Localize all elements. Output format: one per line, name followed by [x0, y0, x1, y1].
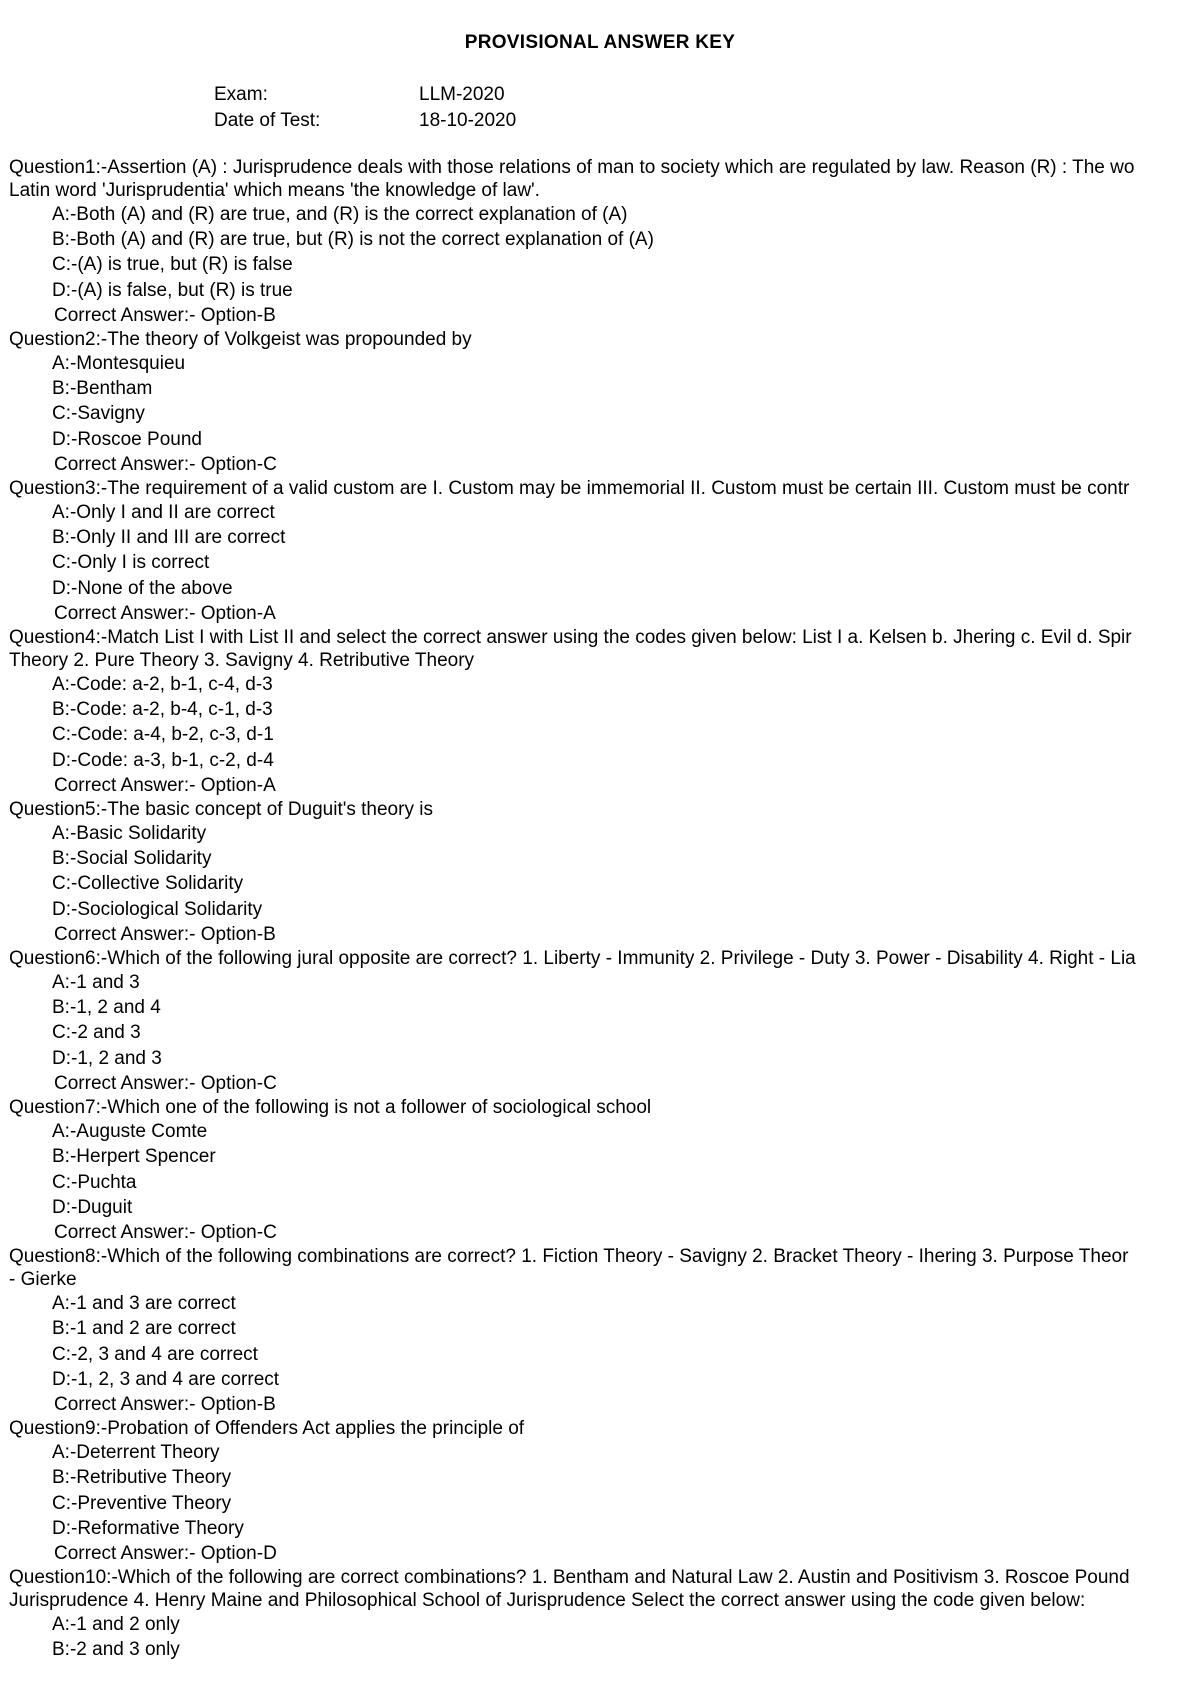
answer-option: B:-Only II and III are correct: [52, 527, 286, 549]
answer-option: C:-Preventive Theory: [52, 1492, 232, 1514]
question-block: [9, 1417, 1200, 1566]
answer-option: C:-(A) is true, but (R) is false: [52, 254, 293, 276]
question-text: Question8:-Which of the following combinations are correct? 1. Fiction Theory - Savigny 2. Bracket Theory - Ihering 3. Purpose Theor: [9, 1246, 1129, 1268]
answer-option: D:-(A) is false, but (R) is true: [52, 279, 293, 301]
answer-option: C:-Only I is correct: [52, 552, 210, 574]
question-block: [9, 798, 1200, 947]
question-text: Question5:-The basic concept of Duguit's theory is: [9, 799, 433, 821]
correct-answer: Correct Answer:- Option-A: [54, 602, 276, 624]
questions-list: [9, 156, 1200, 1663]
answer-option: A:-Only I and II are correct: [52, 502, 275, 524]
question-block: [9, 1245, 1200, 1417]
question-text: Jurisprudence 4. Henry Maine and Philosophical School of Jurisprudence Select the correct answer using the code given below:: [9, 1590, 1086, 1612]
question-block: [9, 626, 1200, 798]
answer-option: B:-Both (A) and (R) are true, but (R) is not the correct explanation of (A): [52, 229, 654, 251]
answer-option: D:-Duguit: [52, 1196, 133, 1218]
exam-label: Exam:: [214, 84, 268, 105]
answer-option: A:-Both (A) and (R) are true, and (R) is the correct explanation of (A): [52, 204, 628, 225]
answer-option: B:-Herpert Spencer: [52, 1146, 216, 1168]
question-text: Latin word 'Jurisprudentia' which means 'the knowledge of law'.: [9, 180, 540, 201]
answer-option: C:-2, 3 and 4 are correct: [52, 1343, 258, 1365]
answer-option: A:-1 and 2 only: [52, 1614, 180, 1636]
exam-row: [214, 82, 516, 108]
answer-option: A:-Montesquieu: [52, 353, 186, 375]
exam-value: LLM-2020: [419, 84, 505, 105]
answer-option: B:-1, 2 and 4: [52, 997, 161, 1019]
page-title: PROVISIONAL ANSWER KEY: [464, 32, 736, 53]
answer-option: D:-1, 2, 3 and 4 are correct: [52, 1368, 280, 1390]
answer-option: C:-Savigny: [52, 403, 145, 425]
question-block: [9, 156, 1200, 328]
answer-option: D:-Reformative Theory: [52, 1517, 244, 1539]
correct-answer: Correct Answer:- Option-B: [54, 304, 276, 326]
question-text: Question2:-The theory of Volkgeist was propounded by: [9, 329, 472, 351]
answer-option: A:-Deterrent Theory: [52, 1442, 220, 1464]
answer-option: B:-2 and 3 only: [52, 1639, 180, 1661]
exam-info: [214, 82, 516, 134]
answer-option: C:-Collective Solidarity: [52, 873, 244, 895]
correct-answer: Correct Answer:- Option-D: [54, 1542, 277, 1564]
answer-option: B:-Code: a-2, b-4, c-1, d-3: [52, 699, 273, 721]
question-block: [9, 328, 1200, 477]
question-block: [9, 1096, 1200, 1245]
question-text: Theory 2. Pure Theory 3. Savigny 4. Retributive Theory: [9, 650, 475, 672]
answer-option: D:-1, 2 and 3: [52, 1047, 162, 1069]
answer-option: D:-Sociological Solidarity: [52, 898, 263, 920]
question-text: Question9:-Probation of Offenders Act applies the principle of: [9, 1418, 525, 1440]
answer-option: B:-Social Solidarity: [52, 848, 212, 870]
answer-option: A:-Basic Solidarity: [52, 823, 207, 845]
answer-option: D:-Roscoe Pound: [52, 428, 202, 450]
answer-option: B:-Retributive Theory: [52, 1467, 232, 1489]
date-label: Date of Test:: [214, 110, 321, 131]
correct-answer: Correct Answer:- Option-C: [54, 1072, 277, 1094]
answer-option: D:-Code: a-3, b-1, c-2, d-4: [52, 749, 274, 771]
answer-option: B:-1 and 2 are correct: [52, 1318, 236, 1340]
answer-option: A:-Code: a-2, b-1, c-4, d-3: [52, 674, 273, 696]
correct-answer: Correct Answer:- Option-B: [54, 1393, 276, 1415]
question-block: [9, 947, 1200, 1096]
question-text: Question6:-Which of the following jural opposite are correct? 1. Liberty - Immunity 2. Privilege - Duty 3. Power - Disability 4. Right - Lia: [9, 948, 1136, 970]
answer-option: C:-2 and 3: [52, 1022, 141, 1044]
question-text: Question1:-Assertion (A) : Jurisprudence deals with those relations of man to society which are regulated by law. Reason (R) : The wo: [9, 157, 1135, 178]
question-block: [9, 477, 1200, 626]
correct-answer: Correct Answer:- Option-C: [54, 453, 277, 475]
answer-option: B:-Bentham: [52, 378, 153, 400]
question-text: Question10:-Which of the following are correct combinations? 1. Bentham and Natural Law 2. Austin and Positivism 3. Roscoe Pound: [9, 1567, 1130, 1589]
question-text: Question7:-Which one of the following is not a follower of sociological school: [9, 1097, 652, 1119]
answer-option: A:-Auguste Comte: [52, 1121, 208, 1143]
question-text: Question3:-The requirement of a valid custom are I. Custom may be immemorial II. Custom must be certain III. Custom must be contr: [9, 478, 1130, 500]
correct-answer: Correct Answer:- Option-A: [54, 774, 276, 796]
question-text: - Gierke: [9, 1269, 77, 1291]
answer-option: A:-1 and 3 are correct: [52, 1293, 236, 1315]
question-text: Question4:-Match List I with List II and select the correct answer using the codes given below: List I a. Kelsen b. Jhering c. Evil d. Spir: [9, 627, 1132, 649]
question-block: [9, 1566, 1200, 1662]
date-row: [214, 108, 516, 134]
answer-option: C:-Puchta: [52, 1171, 137, 1193]
answer-option: A:-1 and 3: [52, 972, 140, 994]
answer-option: C:-Code: a-4, b-2, c-3, d-1: [52, 724, 274, 746]
correct-answer: Correct Answer:- Option-C: [54, 1221, 277, 1243]
date-value: 18-10-2020: [419, 110, 517, 131]
correct-answer: Correct Answer:- Option-B: [54, 923, 276, 945]
answer-option: D:-None of the above: [52, 577, 233, 599]
